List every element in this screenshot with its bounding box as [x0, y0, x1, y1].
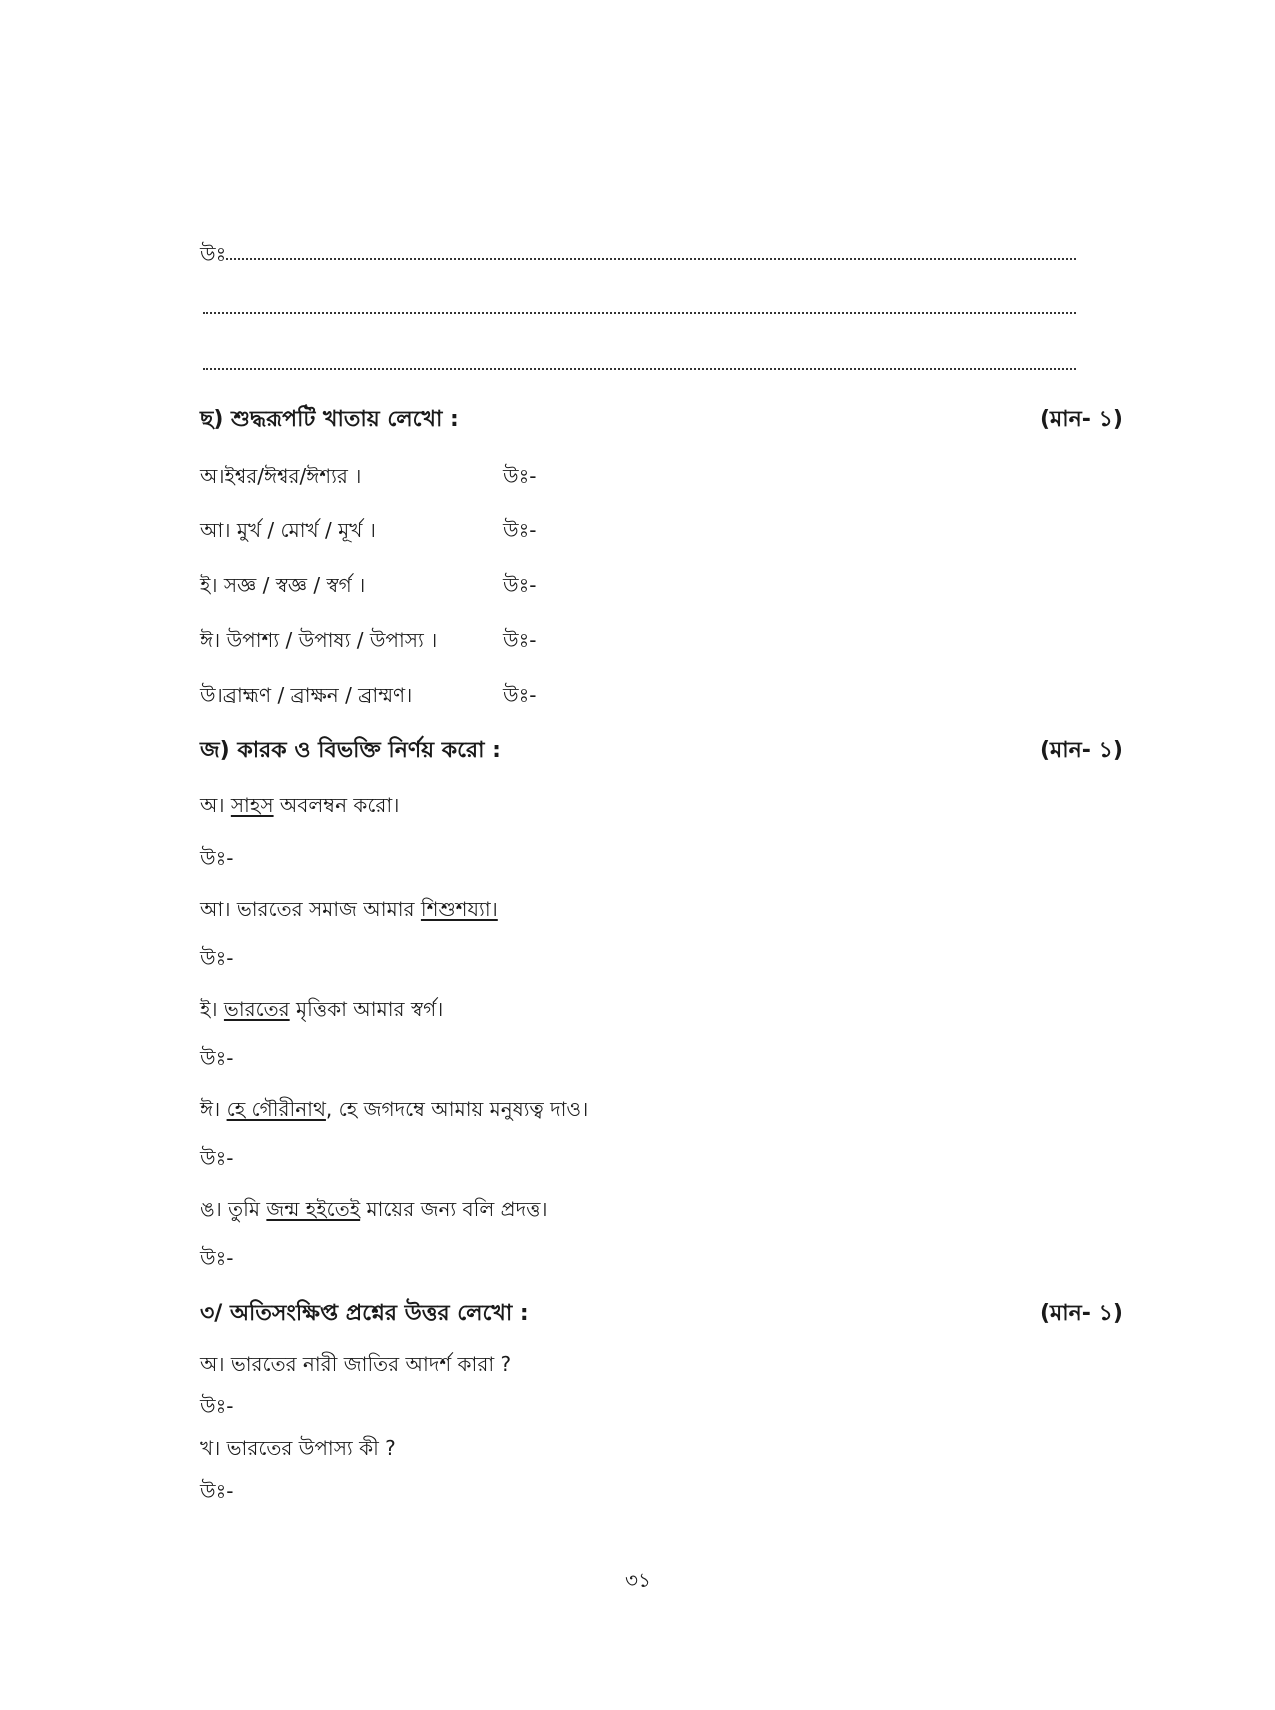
answer-label: উঃ- — [503, 464, 537, 488]
underlined-word: সাহস — [230, 793, 274, 817]
dotted-answer-line — [203, 312, 1076, 314]
dotted-answer-line — [203, 368, 1076, 370]
dotted-answer-line — [226, 258, 1076, 260]
answer-label: উঃ- — [200, 1146, 234, 1170]
question-suffix: অবলম্বন করো। — [273, 793, 400, 817]
question-item: ঈ। উপাশ্য / উপাষ্য / উপাস্য । — [200, 628, 438, 652]
section-title: ৩/ অতিসংক্ষিপ্ত প্রশ্নের উত্তর লেখো : — [200, 1301, 529, 1326]
answer-label: উঃ- — [503, 518, 537, 542]
underlined-word: হে গৌরীনাথ — [226, 1097, 326, 1121]
section-title: ছ) শুদ্ধরূপটি খাতায় লেখো : — [200, 407, 459, 432]
section-title: জ) কারক ও বিভক্তি নির্ণয় করো : — [200, 738, 501, 763]
answer-label: উঃ- — [200, 946, 234, 970]
question-item: ই। সজ্ঞ / স্বজ্ঞ / স্বর্গ । — [200, 573, 366, 597]
underlined-word: ভারতের — [223, 997, 290, 1021]
question-item: আ। মুর্খ / মোর্খ / মূর্খ । — [200, 518, 376, 542]
answer-label: উঃ- — [200, 1479, 234, 1503]
answer-label: উঃ- — [200, 1246, 234, 1270]
question-suffix: মৃত্তিকা আমার স্বর্গ। — [289, 997, 444, 1021]
page-number: ৩১ — [625, 1568, 651, 1592]
question-item: উ।ব্রাহ্মণ / ব্রাক্ষন / ব্রাম্মণ। — [200, 683, 413, 707]
question-item: খ। ভারতের উপাস্য কী ? — [200, 1436, 396, 1460]
question-item — [200, 1196, 548, 1222]
answer-label: উঃ- — [200, 1394, 234, 1418]
question-item — [200, 792, 399, 818]
question-suffix: মায়ের জন্য বলি প্রদত্ত। — [360, 1197, 548, 1221]
answer-label: উঃ- — [503, 628, 537, 652]
underlined-word: জন্ম হইতেই — [266, 1197, 361, 1221]
answer-label: উঃ- — [503, 573, 537, 597]
answer-label: উঃ- — [200, 1046, 234, 1070]
question-prefix: অ। — [200, 793, 231, 817]
marks-label: (মান- ১) — [1040, 738, 1123, 763]
answer-prefix: উঃ — [200, 242, 227, 266]
question-prefix: ঈ। — [200, 1097, 227, 1121]
question-prefix: ই। — [200, 997, 224, 1021]
marks-label: (মান- ১) — [1040, 1301, 1123, 1326]
marks-label: (মান- ১) — [1040, 407, 1123, 432]
question-item — [200, 996, 443, 1022]
question-item: অ।ইশ্বর/ঈশ্বর/ঈশ্যর । — [200, 464, 362, 488]
question-prefix: আ। ভারতের সমাজ আমার — [200, 897, 421, 921]
question-suffix: , হে জগদম্বে আমায় মনুষ্যত্ব দাও। — [325, 1097, 589, 1121]
question-item — [200, 896, 498, 922]
question-item — [200, 1096, 588, 1122]
answer-label: উঃ- — [200, 846, 234, 870]
question-item: অ। ভারতের নারী জাতির আদর্শ কারা ? — [200, 1352, 512, 1376]
answer-label: উঃ- — [503, 683, 537, 707]
question-prefix: ঙ। তুমি — [200, 1197, 267, 1221]
underlined-word: শিশুশয্যা। — [420, 897, 498, 921]
